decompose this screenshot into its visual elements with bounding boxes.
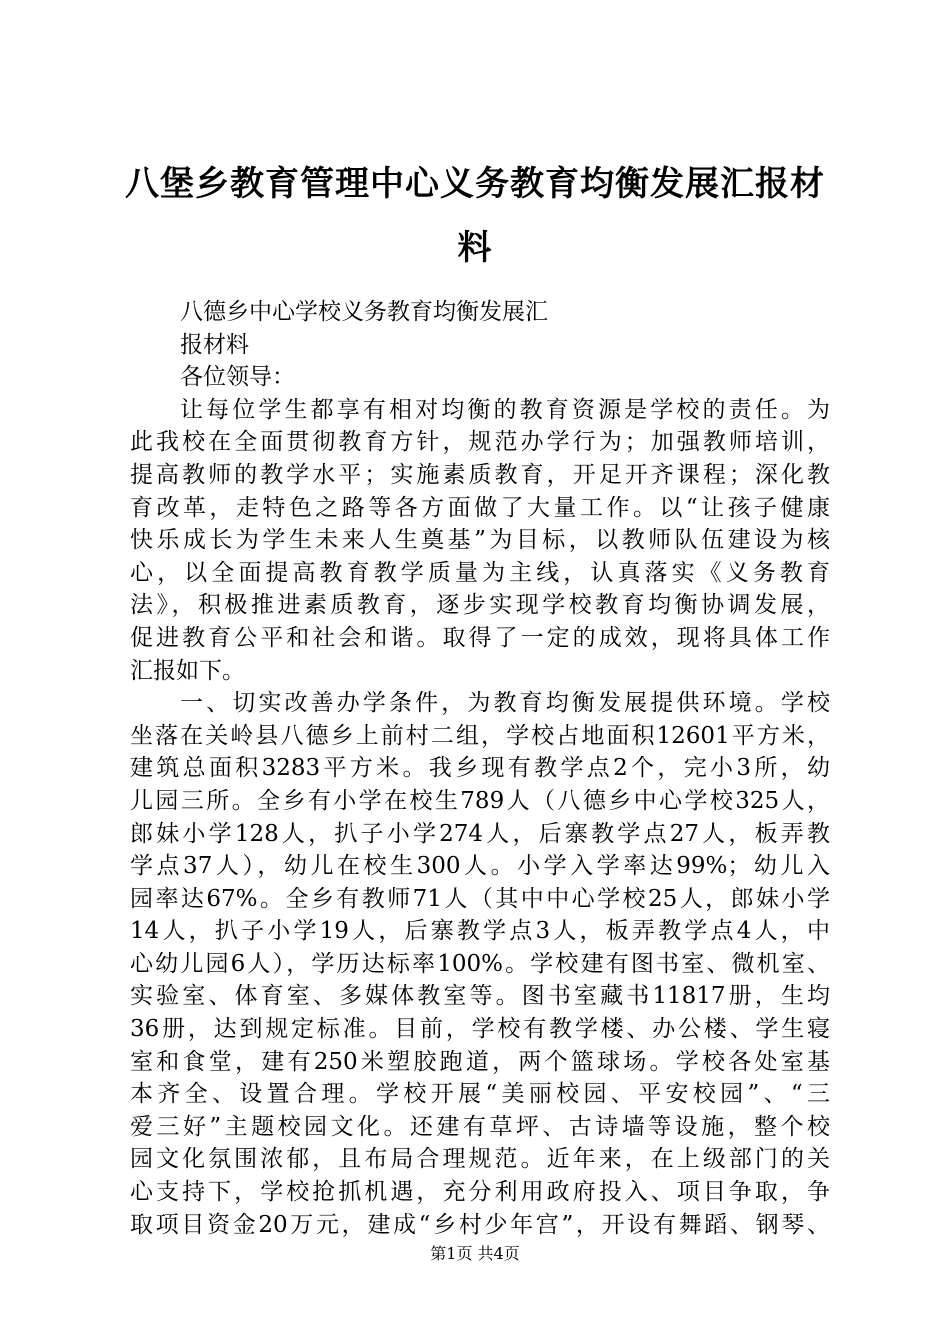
text-line: 14人，扒子小学19人，后寨教学点3人，板弄教学点4人，中 xyxy=(130,918,830,945)
text-line: 36册，达到规定标准。目前，学校有教学楼、办公楼、学生寝 xyxy=(130,1016,830,1043)
text-line: 各位领导： xyxy=(180,364,295,391)
text-line: 八德乡中心学校义务教育均衡发展汇 xyxy=(180,299,548,325)
text-line: 法》，积极推进素质教育，逐步实现学校教育均衡协调发展， xyxy=(130,592,830,619)
text-line: 一、切实改善办学条件，为教育均衡发展提供环境。学校 xyxy=(180,690,830,717)
text-line: 让每位学生都享有相对均衡的教育资源是学校的责任。为 xyxy=(180,396,830,423)
text-line: 提高教师的教学水平；实施素质教育，开足开齐课程；深化教 xyxy=(130,461,830,488)
text-line: 郎妹小学128人，扒子小学274人，后寨教学点27人，板弄教 xyxy=(130,820,830,847)
page-footer: 第1页 共4页 xyxy=(430,1244,520,1263)
text-line: 建筑总面积3283平方米。我乡现有教学点2个，完小3所，幼 xyxy=(130,755,830,782)
text-line: 室和食堂，建有250米塑胶跑道，两个篮球场。学校各处室基 xyxy=(130,1048,830,1075)
document-title: 八堡乡教育管理中心义务教育均衡发展汇报材料 xyxy=(125,164,825,268)
text-line: 快乐成长为学生未来人生奠基”为目标，以教师队伍建设为核 xyxy=(130,527,830,554)
text-line: 学点37人），幼儿在校生300人。小学入学率达99%；幼儿入 xyxy=(130,853,830,880)
text-line: 本齐全、设置合理。学校开展“美丽校园、平安校园”、“三 xyxy=(130,1081,830,1108)
text-line: 心支持下，学校抢抓机遇，充分利用政府投入、项目争取，争 xyxy=(130,1179,830,1206)
document-body xyxy=(130,296,830,1241)
text-line: 心幼儿园6人），学历达标率100%。学校建有图书室、微机室、 xyxy=(130,950,830,977)
text-line: 汇报如下。 xyxy=(130,657,245,684)
text-line: 园率达67%。全乡有教师71人（其中中心学校25人，郎妹小学 xyxy=(130,885,830,912)
text-line: 取项目资金20万元，建成“乡村少年宫”，开设有舞蹈、钢琴、 xyxy=(130,1211,830,1238)
text-line: 园文化氛围浓郁，且布局合理规范。近年来，在上级部门的关 xyxy=(130,1146,830,1173)
text-line: 儿园三所。全乡有小学在校生789人（八德乡中心学校325人， xyxy=(130,787,830,814)
text-line: 实验室、体育室、多媒体教室等。图书室藏书11817册，生均 xyxy=(130,983,830,1010)
text-line: 报材料 xyxy=(180,331,249,358)
text-line: 坐落在关岭县八德乡上前村二组，学校占地面积12601平方米， xyxy=(130,722,830,749)
text-line: 此我校在全面贯彻教育方针，规范办学行为；加强教师培训， xyxy=(130,429,830,456)
text-line: 爱三好”主题校园文化。还建有草坪、古诗墙等设施，整个校 xyxy=(130,1113,830,1140)
text-line: 育改革，走特色之路等各方面做了大量工作。以“让孩子健康 xyxy=(130,494,830,521)
text-line: 心，以全面提高教育教学质量为主线，认真落实《义务教育 xyxy=(130,559,830,586)
text-line: 促进教育公平和社会和谐。取得了一定的成效，现将具体工作 xyxy=(130,624,830,651)
